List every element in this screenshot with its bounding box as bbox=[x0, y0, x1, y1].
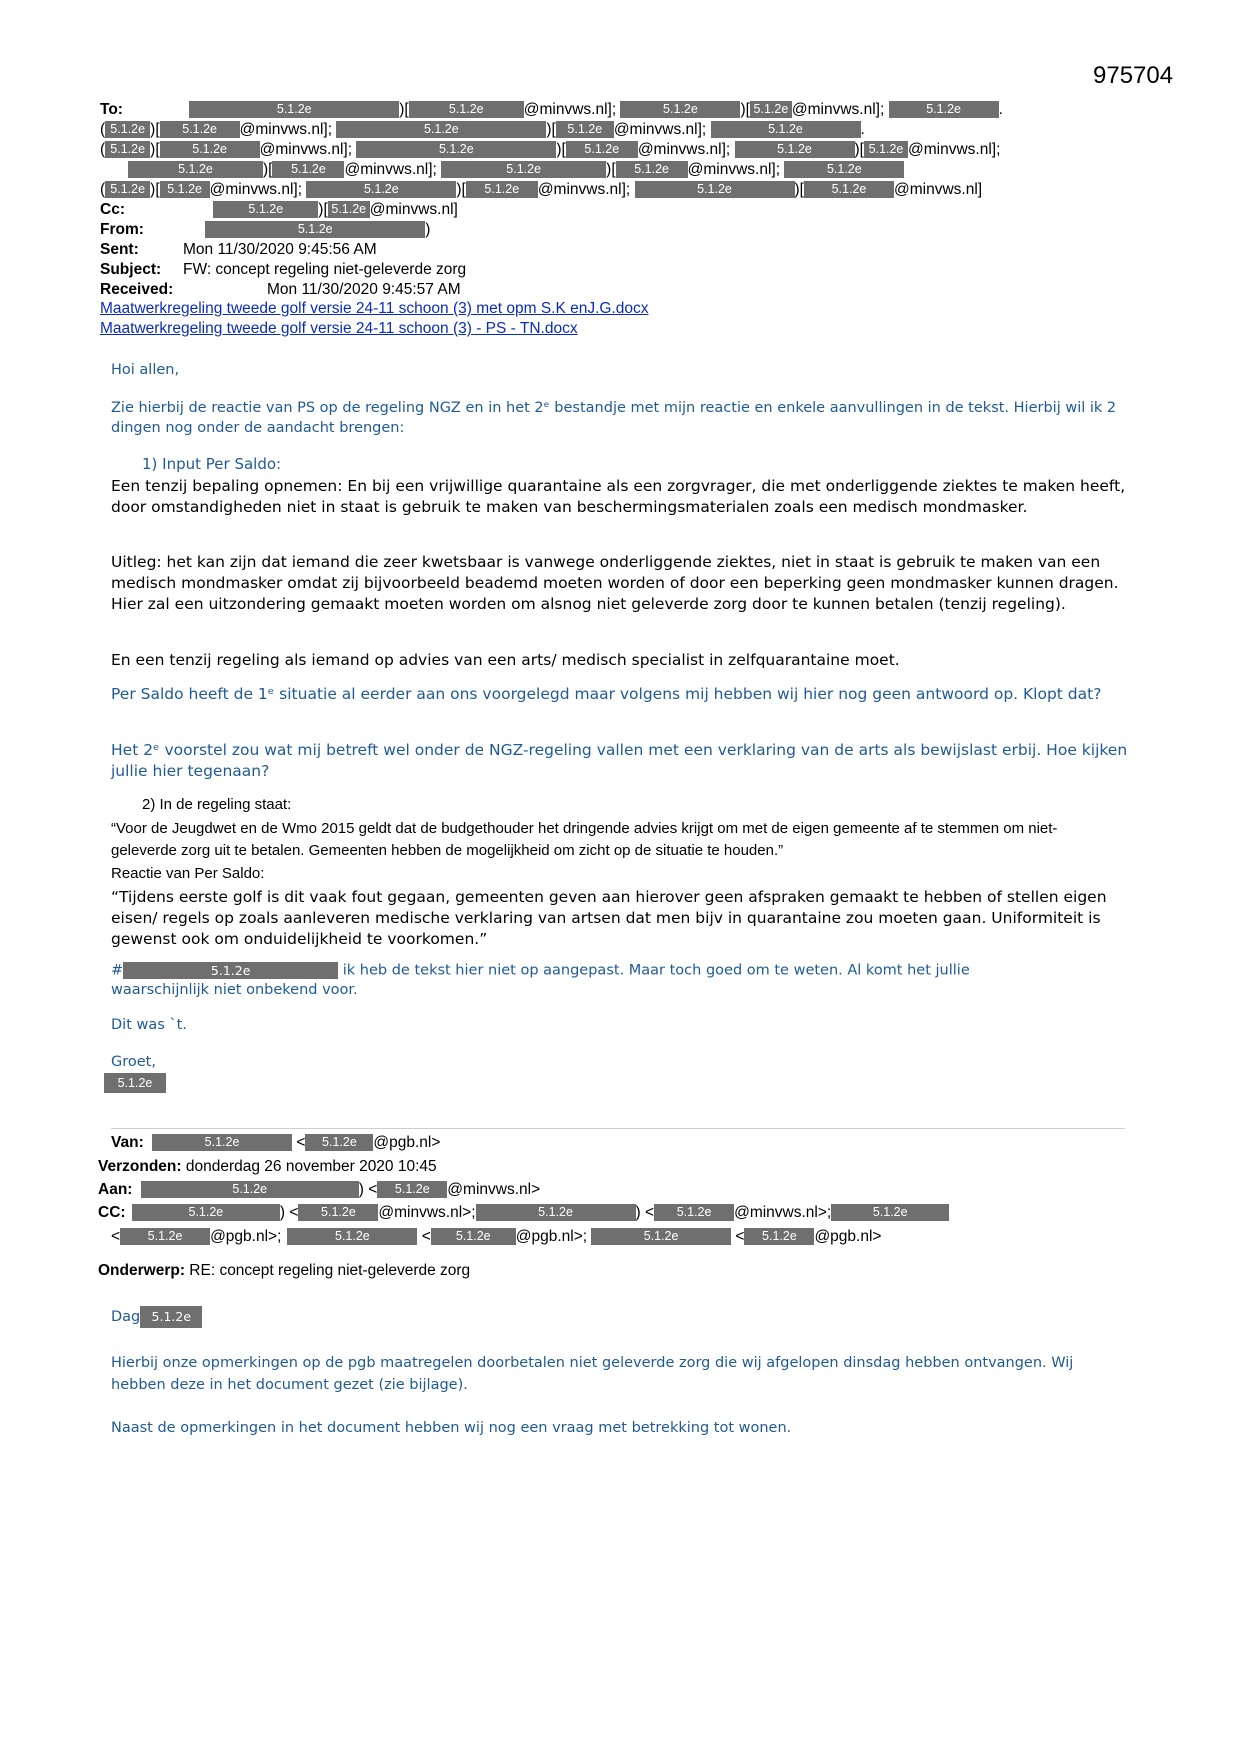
email-domain: @minvws.nl]; bbox=[907, 141, 1001, 158]
redaction: 5.1.2e bbox=[128, 161, 263, 178]
cc-line: Cc: 5.1.2e )[ 5.1.2e @minvws.nl] bbox=[100, 201, 458, 218]
redaction: 5.1.2e bbox=[272, 161, 344, 178]
note-prefix: # bbox=[111, 962, 124, 979]
email-domain: @minvws.nl]; bbox=[687, 161, 781, 178]
redaction: 5.1.2e bbox=[654, 1204, 734, 1221]
cc-forward-line-1: CC: 5.1.2e ) < 5.1.2e @minvws.nl>; 5.1.2e ) < 5.1.2e @minvws.nl>; 5.1.2e bbox=[98, 1204, 949, 1222]
redaction: 5.1.2e bbox=[431, 1228, 516, 1245]
verzonden-value: donderdag 26 november 2020 10:45 bbox=[185, 1158, 437, 1175]
redaction: 5.1.2e bbox=[711, 121, 861, 138]
to-line-4: 5.1.2e )[ 5.1.2e @minvws.nl]; 5.1.2e )[ 5.1.2e @minvws.nl]; 5.1.2e bbox=[128, 160, 904, 180]
item1-paragraph-5: Het 2ᵉ voorstel zou wat mij betreft wel onder de NGZ-regeling vallen met een verklaring van de arts als bewijslast erbij. Hoe kijken jullie hier tegenaan? bbox=[111, 741, 1128, 780]
email-domain: @minvws.nl]; bbox=[637, 141, 731, 158]
item2-quote: “Voor de Jeugdwet en de Wmo 2015 geldt dat de budgethouder het dringende advies krijgt om met de eigen gemeente af te stemmen om niet-geleverde zorg uit te betalen. Gemeenten hebben de mogelijkheid om zicht op de situatie te houden.” bbox=[111, 820, 1058, 859]
subject-line bbox=[100, 260, 466, 280]
redaction: 5.1.2e bbox=[635, 181, 795, 198]
subject-label: Subject: bbox=[100, 261, 162, 278]
cc-forward-label: CC: bbox=[98, 1204, 126, 1221]
separator-line bbox=[111, 1128, 1125, 1129]
to-line-3: ( 5.1.2e )[ 5.1.2e @minvws.nl]; 5.1.2e )[ 5.1.2e @minvws.nl]; 5.1.2e )[ 5.1.2e @minvws.nl]; bbox=[100, 141, 1001, 158]
onderwerp-label: Onderwerp: bbox=[98, 1262, 185, 1279]
to-line-5: ( 5.1.2e )[ 5.1.2e @minvws.nl]; 5.1.2e )[ 5.1.2e @minvws.nl]; 5.1.2e )[ 5.1.2e @minvws.nl] bbox=[100, 181, 983, 198]
from-label: From: bbox=[100, 221, 144, 238]
subject-value: FW: concept regeling niet-geleverde zorg bbox=[183, 261, 467, 278]
email-domain: @minvws.nl]; bbox=[259, 141, 353, 158]
redaction: 5.1.2e bbox=[205, 221, 425, 238]
redaction: 5.1.2e bbox=[566, 141, 638, 158]
aan-line: Aan: 5.1.2e ) < 5.1.2e @minvws.nl> bbox=[98, 1181, 541, 1198]
redaction: 5.1.2e bbox=[152, 1134, 292, 1151]
item1-heading: 1) Input Per Saldo: bbox=[142, 455, 282, 473]
redaction: 5.1.2e bbox=[104, 1073, 166, 1093]
redaction: 5.1.2e bbox=[189, 101, 399, 118]
redaction: 5.1.2e bbox=[105, 181, 150, 198]
cc-forward-line-2: < 5.1.2e @pgb.nl>; 5.1.2e < 5.1.2e @pgb.nl>; 5.1.2e < 5.1.2e @pgb.nl> bbox=[111, 1228, 882, 1245]
redaction: 5.1.2e bbox=[306, 181, 456, 198]
redaction: 5.1.2e bbox=[735, 141, 855, 158]
item1-paragraph-2: Uitleg: het kan zijn dat iemand die zeer kwetsbaar is vanwege onderliggende ziektes, niet in staat is gebruik te maken van een medisch mondmasker omdat zij bijvoorbeeld beademd moeten worden of door een beperking geen mondmasker kunnen dragen. Hier zal een uitzondering gemaakt moeten worden om alsnog niet geleverde zorg door te kunnen betalen (tenzij regeling). bbox=[111, 553, 1119, 613]
document-number: 975704 bbox=[1093, 62, 1174, 89]
van-label: Van: bbox=[111, 1134, 144, 1151]
closing: Dit was `t. bbox=[111, 1017, 187, 1033]
from-line: From: 5.1.2e ) bbox=[100, 221, 431, 238]
redaction: 5.1.2e bbox=[744, 1228, 814, 1245]
email-domain: @minvws.nl]; bbox=[791, 101, 885, 118]
redaction: 5.1.2e bbox=[120, 1228, 210, 1245]
received-value: Mon 11/30/2020 9:45:57 AM bbox=[267, 281, 461, 298]
redaction: 5.1.2e bbox=[784, 161, 904, 178]
redaction: 5.1.2e bbox=[409, 101, 524, 118]
redaction: 5.1.2e bbox=[476, 1204, 636, 1221]
forward-paragraph-1: Hierbij onze opmerkingen op de pgb maatregelen doorbetalen niet geleverde zorg die wij afgelopen dinsdag hebben ontvangen. Wij hebben deze in het document gezet (zie bijlage). bbox=[111, 1355, 1074, 1393]
item1-paragraph-1: Een tenzij bepaling opnemen: En bij een vrijwillige quarantaine als een zorgvrager, die met onderliggende ziektes te maken heeft, door omstandigheden niet in staat is gebruik te maken van beschermingsmaterialen zoals een medisch mondmasker. bbox=[111, 477, 1126, 516]
redaction: 5.1.2e bbox=[140, 1306, 202, 1328]
dag-line bbox=[111, 1306, 202, 1328]
item2-reaction-label: Reactie van Per Saldo: bbox=[111, 865, 265, 882]
redaction: 5.1.2e bbox=[804, 181, 894, 198]
redaction: 5.1.2e bbox=[105, 121, 150, 138]
email-domain: @pgb.nl> bbox=[373, 1134, 441, 1151]
redaction: 5.1.2e bbox=[466, 181, 538, 198]
dag-text: Dag bbox=[111, 1309, 141, 1325]
sent-label: Sent: bbox=[100, 241, 139, 258]
redaction: 5.1.2e bbox=[160, 181, 210, 198]
item1-paragraph-3: En een tenzij regeling als iemand op advies van een arts/ medisch specialist in zelfquarantaine moet. bbox=[111, 651, 900, 669]
signature-line bbox=[104, 1073, 166, 1093]
intro-paragraph: Zie hierbij de reactie van PS op de regeling NGZ en in het 2ᵉ bestandje met mijn reactie en enkele aanvullingen in de tekst. Hierbij wil ik 2 dingen nog onder de aandacht brengen: bbox=[111, 400, 1117, 436]
redaction: 5.1.2e bbox=[105, 141, 150, 158]
redaction: 5.1.2e bbox=[298, 1204, 378, 1221]
email-domain: @pgb.nl>; bbox=[210, 1228, 282, 1245]
item2-reaction: “Tijdens eerste golf is dit vaak fout gegaan, gemeenten geven aan hierover geen afspraken gemaakt te hebben of stellen eigen eisen/ regels op zoals aanleveren medische verklaring van artsen dat men bijv in quarantaine zou moeten gaan. Uniformiteit is gewenst ook om onduidelijkheid te voorkomen.” bbox=[111, 888, 1107, 948]
email-domain: @minvws.nl> bbox=[447, 1181, 541, 1198]
redaction: 5.1.2e bbox=[160, 141, 260, 158]
redaction: 5.1.2e bbox=[441, 161, 606, 178]
attachment-link-1[interactable]: Maatwerkregeling tweede golf versie 24-11 schoon (3) met opm S.K enJ.G.docx bbox=[100, 300, 649, 317]
email-domain: @minvws.nl]; bbox=[537, 181, 631, 198]
redaction: 5.1.2e bbox=[750, 101, 792, 118]
email-domain: @minvws.nl]; bbox=[209, 181, 303, 198]
email-domain: @minvws.nl>; bbox=[734, 1204, 832, 1221]
email-domain: @minvws.nl]; bbox=[523, 101, 617, 118]
regards: Groet, bbox=[111, 1054, 156, 1070]
email-domain: @minvws.nl]; bbox=[239, 121, 333, 138]
redaction: 5.1.2e bbox=[556, 121, 614, 138]
to-label: To: bbox=[100, 101, 123, 118]
redaction: 5.1.2e bbox=[336, 121, 546, 138]
verzonden-label: Verzonden: bbox=[98, 1158, 182, 1175]
redaction: 5.1.2e bbox=[213, 201, 318, 218]
email-domain: @pgb.nl>; bbox=[515, 1228, 588, 1245]
redaction: 5.1.2e bbox=[305, 1134, 373, 1151]
email-domain: @minvws.nl]; bbox=[613, 121, 707, 138]
email-domain: @minvws.nl] bbox=[893, 181, 983, 198]
redaction: 5.1.2e bbox=[620, 101, 740, 118]
email-domain: @minvws.nl]; bbox=[344, 161, 437, 178]
redaction: 5.1.2e bbox=[864, 141, 908, 158]
email-domain: @minvws.nl>; bbox=[378, 1204, 476, 1221]
redaction: 5.1.2e bbox=[889, 101, 999, 118]
redaction: 5.1.2e bbox=[616, 161, 688, 178]
received-line bbox=[100, 280, 461, 300]
cc-label: Cc: bbox=[100, 201, 125, 218]
redaction: 5.1.2e bbox=[123, 962, 338, 979]
onderwerp-value: RE: concept regeling niet-geleverde zorg bbox=[189, 1262, 471, 1279]
onderwerp-line bbox=[98, 1262, 470, 1280]
note-line-2: waarschijnlijk niet onbekend voor. bbox=[111, 982, 358, 998]
sent-line bbox=[100, 240, 377, 260]
sent-value: Mon 11/30/2020 9:45:56 AM bbox=[183, 241, 377, 258]
redaction: 5.1.2e bbox=[287, 1228, 417, 1245]
redaction: 5.1.2e bbox=[141, 1181, 359, 1198]
redaction: 5.1.2e bbox=[591, 1228, 731, 1245]
to-line-2: ( 5.1.2e )[ 5.1.2e @minvws.nl]; 5.1.2e )[ 5.1.2e @minvws.nl]; 5.1.2e . bbox=[100, 121, 865, 138]
item1-paragraph-4: Per Saldo heeft de 1ᵉ situatie al eerder aan ons voorgelegd maar volgens mij hebben wij hier nog geen antwoord op. Klopt dat? bbox=[111, 685, 1102, 703]
redaction: 5.1.2e bbox=[356, 141, 556, 158]
van-line: Van: 5.1.2e < 5.1.2e @pgb.nl> bbox=[111, 1134, 441, 1151]
verzonden-line bbox=[98, 1158, 437, 1176]
email-domain: @minvws.nl] bbox=[369, 201, 458, 218]
aan-label: Aan: bbox=[98, 1181, 133, 1198]
received-label: Received: bbox=[100, 281, 174, 298]
redaction: 5.1.2e bbox=[160, 121, 240, 138]
redaction: 5.1.2e bbox=[831, 1204, 949, 1221]
forward-paragraph-2: Naast de opmerkingen in het document hebben wij nog een vraag met betrekking tot wonen. bbox=[111, 1420, 792, 1436]
redaction: 5.1.2e bbox=[328, 201, 370, 218]
to-line-1: To: 5.1.2e )[ 5.1.2e @minvws.nl]; 5.1.2e )[ 5.1.2e @minvws.nl]; 5.1.2e . bbox=[100, 101, 1003, 118]
redaction: 5.1.2e bbox=[132, 1204, 280, 1221]
note-line-1 bbox=[111, 962, 970, 979]
redaction: 5.1.2e bbox=[377, 1181, 447, 1198]
note-text: ik heb de tekst hier niet op aangepast. Maar toch goed om te weten. Al komt het jullie bbox=[338, 962, 970, 979]
item2-heading: 2) In de regeling staat: bbox=[142, 796, 292, 813]
greeting: Hoi allen, bbox=[111, 362, 180, 378]
email-domain: @pgb.nl> bbox=[814, 1228, 882, 1245]
attachment-link-2[interactable]: Maatwerkregeling tweede golf versie 24-11 schoon (3) - PS - TN.docx bbox=[100, 320, 578, 337]
